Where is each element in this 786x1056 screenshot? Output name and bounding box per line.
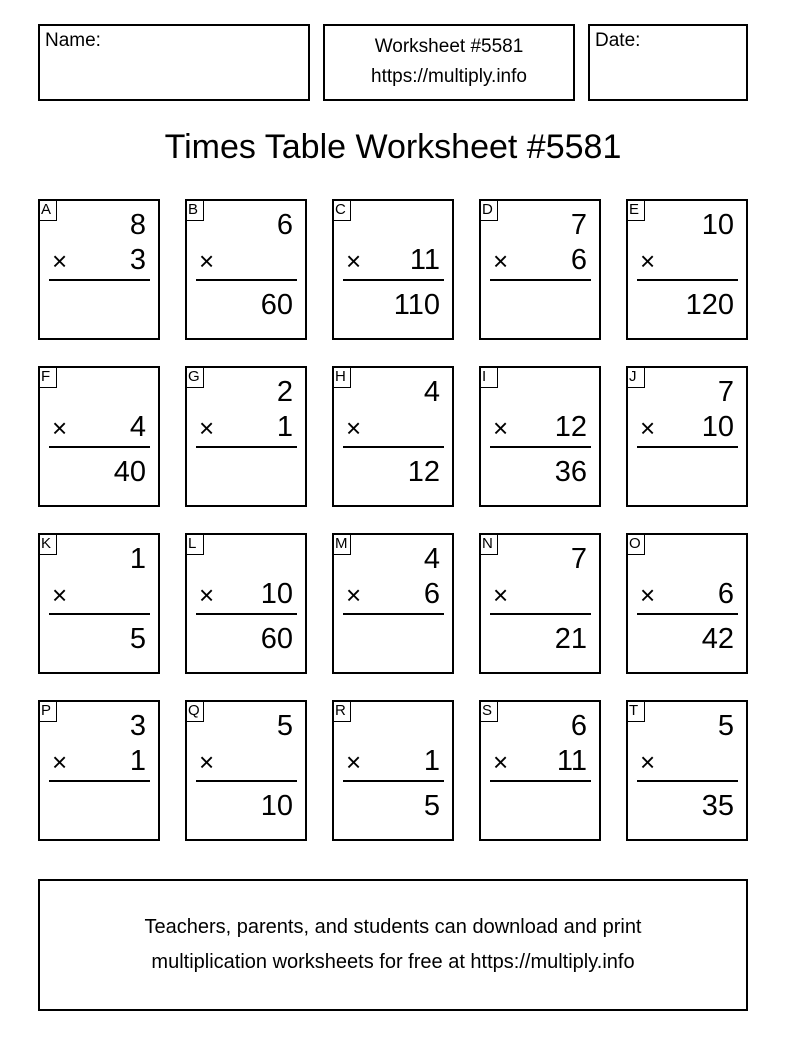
problem-d [479,199,601,340]
times-sign: × [640,747,656,777]
times-sign: × [199,413,215,443]
problem-letter: B [185,199,204,221]
problem-s [479,700,601,841]
problem-o [626,533,748,674]
problem-rule [637,780,738,782]
multiplier-number: 1 [129,745,146,777]
top-number: 8 [129,209,146,241]
problem-g [185,366,307,507]
times-sign: × [52,246,68,276]
problem-letter: F [38,366,57,388]
problem-h [332,366,454,507]
multiplier-number: 12 [554,411,587,443]
problem-j [626,366,748,507]
footer-line-1: Teachers, parents, and students can download and print [144,916,642,938]
problem-rule [490,613,591,615]
multiplier-number: 4 [129,411,146,443]
problem-letter: A [38,199,57,221]
problem-m [332,533,454,674]
problem-e [626,199,748,340]
answer-number: 40 [113,456,146,488]
problem-letter: D [479,199,498,221]
multiplier-number: 10 [260,578,293,610]
times-sign: × [640,580,656,610]
top-number: 6 [276,209,293,241]
problem-r [332,700,454,841]
footer-note [38,879,748,1011]
problem-letter: K [38,533,57,555]
problem-rule [49,613,150,615]
answer-number: 35 [701,790,734,822]
date-label: Date: [595,30,641,51]
multiplier-number: 11 [409,244,440,276]
problem-rule [490,446,591,448]
multiplier-number: 3 [129,244,146,276]
name-label: Name: [45,30,101,51]
page-title: Times Table Worksheet #5581 [164,128,622,166]
problem-rule [343,279,444,281]
answer-number: 5 [423,790,440,822]
times-sign: × [346,747,362,777]
times-sign: × [346,246,362,276]
worksheet-number: Worksheet #5581 [374,36,524,57]
problem-letter: C [332,199,351,221]
times-sign: × [640,246,656,276]
problem-letter: S [479,700,498,722]
multiplier-number: 1 [423,745,440,777]
answer-number: 36 [554,456,587,488]
times-sign: × [493,413,509,443]
top-number: 7 [570,209,587,241]
problem-n [479,533,601,674]
problem-letter: T [626,700,645,722]
times-sign: × [493,747,509,777]
problem-letter: J [626,366,645,388]
top-number: 10 [701,209,734,241]
top-number: 5 [276,710,293,742]
problem-letter: O [626,533,645,555]
answer-number: 21 [554,623,587,655]
problem-rule [49,780,150,782]
top-number: 6 [570,710,587,742]
multiplier-number: 11 [556,745,587,777]
times-sign: × [493,246,509,276]
problem-letter: M [332,533,351,555]
problem-letter: P [38,700,57,722]
worksheet-url: https://multiply.info [371,66,527,87]
times-sign: × [199,246,215,276]
multiplier-number: 10 [701,411,734,443]
times-sign: × [346,413,362,443]
times-sign: × [346,580,362,610]
problem-q [185,700,307,841]
top-number: 5 [717,710,734,742]
problem-l [185,533,307,674]
problem-letter: H [332,366,351,388]
problem-rule [196,446,297,448]
problem-letter: Q [185,700,204,722]
answer-number: 5 [129,623,146,655]
problem-t [626,700,748,841]
answer-number: 10 [260,790,293,822]
problem-c [332,199,454,340]
problem-rule [196,613,297,615]
times-sign: × [199,580,215,610]
problem-rule [196,780,297,782]
problem-letter: L [185,533,204,555]
top-number: 4 [423,376,440,408]
problem-rule [343,613,444,615]
top-number: 4 [423,543,440,575]
problem-f [38,366,160,507]
multiplier-number: 6 [423,578,440,610]
top-number: 3 [129,710,146,742]
answer-number: 60 [260,289,293,321]
answer-number: 60 [260,623,293,655]
problem-a [38,199,160,340]
problem-rule [49,279,150,281]
multiplier-number: 1 [276,411,293,443]
problem-letter: N [479,533,498,555]
problem-rule [196,279,297,281]
problem-rule [637,613,738,615]
answer-number: 120 [685,289,734,321]
times-sign: × [52,413,68,443]
times-sign: × [199,747,215,777]
problem-rule [490,780,591,782]
top-number: 7 [570,543,587,575]
times-sign: × [52,580,68,610]
problem-rule [49,446,150,448]
times-sign: × [640,413,656,443]
times-sign: × [493,580,509,610]
footer-line-2: multiplication worksheets for free at https://multiply.info [151,951,635,973]
top-number: 7 [717,376,734,408]
answer-number: 110 [393,289,440,321]
top-number: 2 [276,376,293,408]
multiplier-number: 6 [570,244,587,276]
answer-number: 12 [407,456,440,488]
problem-b [185,199,307,340]
problem-rule [637,446,738,448]
problem-letter: E [626,199,645,221]
answer-number: 42 [701,623,734,655]
times-sign: × [52,747,68,777]
multiplier-number: 6 [717,578,734,610]
problem-p [38,700,160,841]
problem-rule [637,279,738,281]
problem-letter: G [185,366,204,388]
problem-i [479,366,601,507]
top-number: 1 [129,543,146,575]
problem-rule [343,780,444,782]
problem-rule [343,446,444,448]
problem-letter: I [479,366,498,388]
problem-letter: R [332,700,351,722]
problem-rule [490,279,591,281]
problem-k [38,533,160,674]
